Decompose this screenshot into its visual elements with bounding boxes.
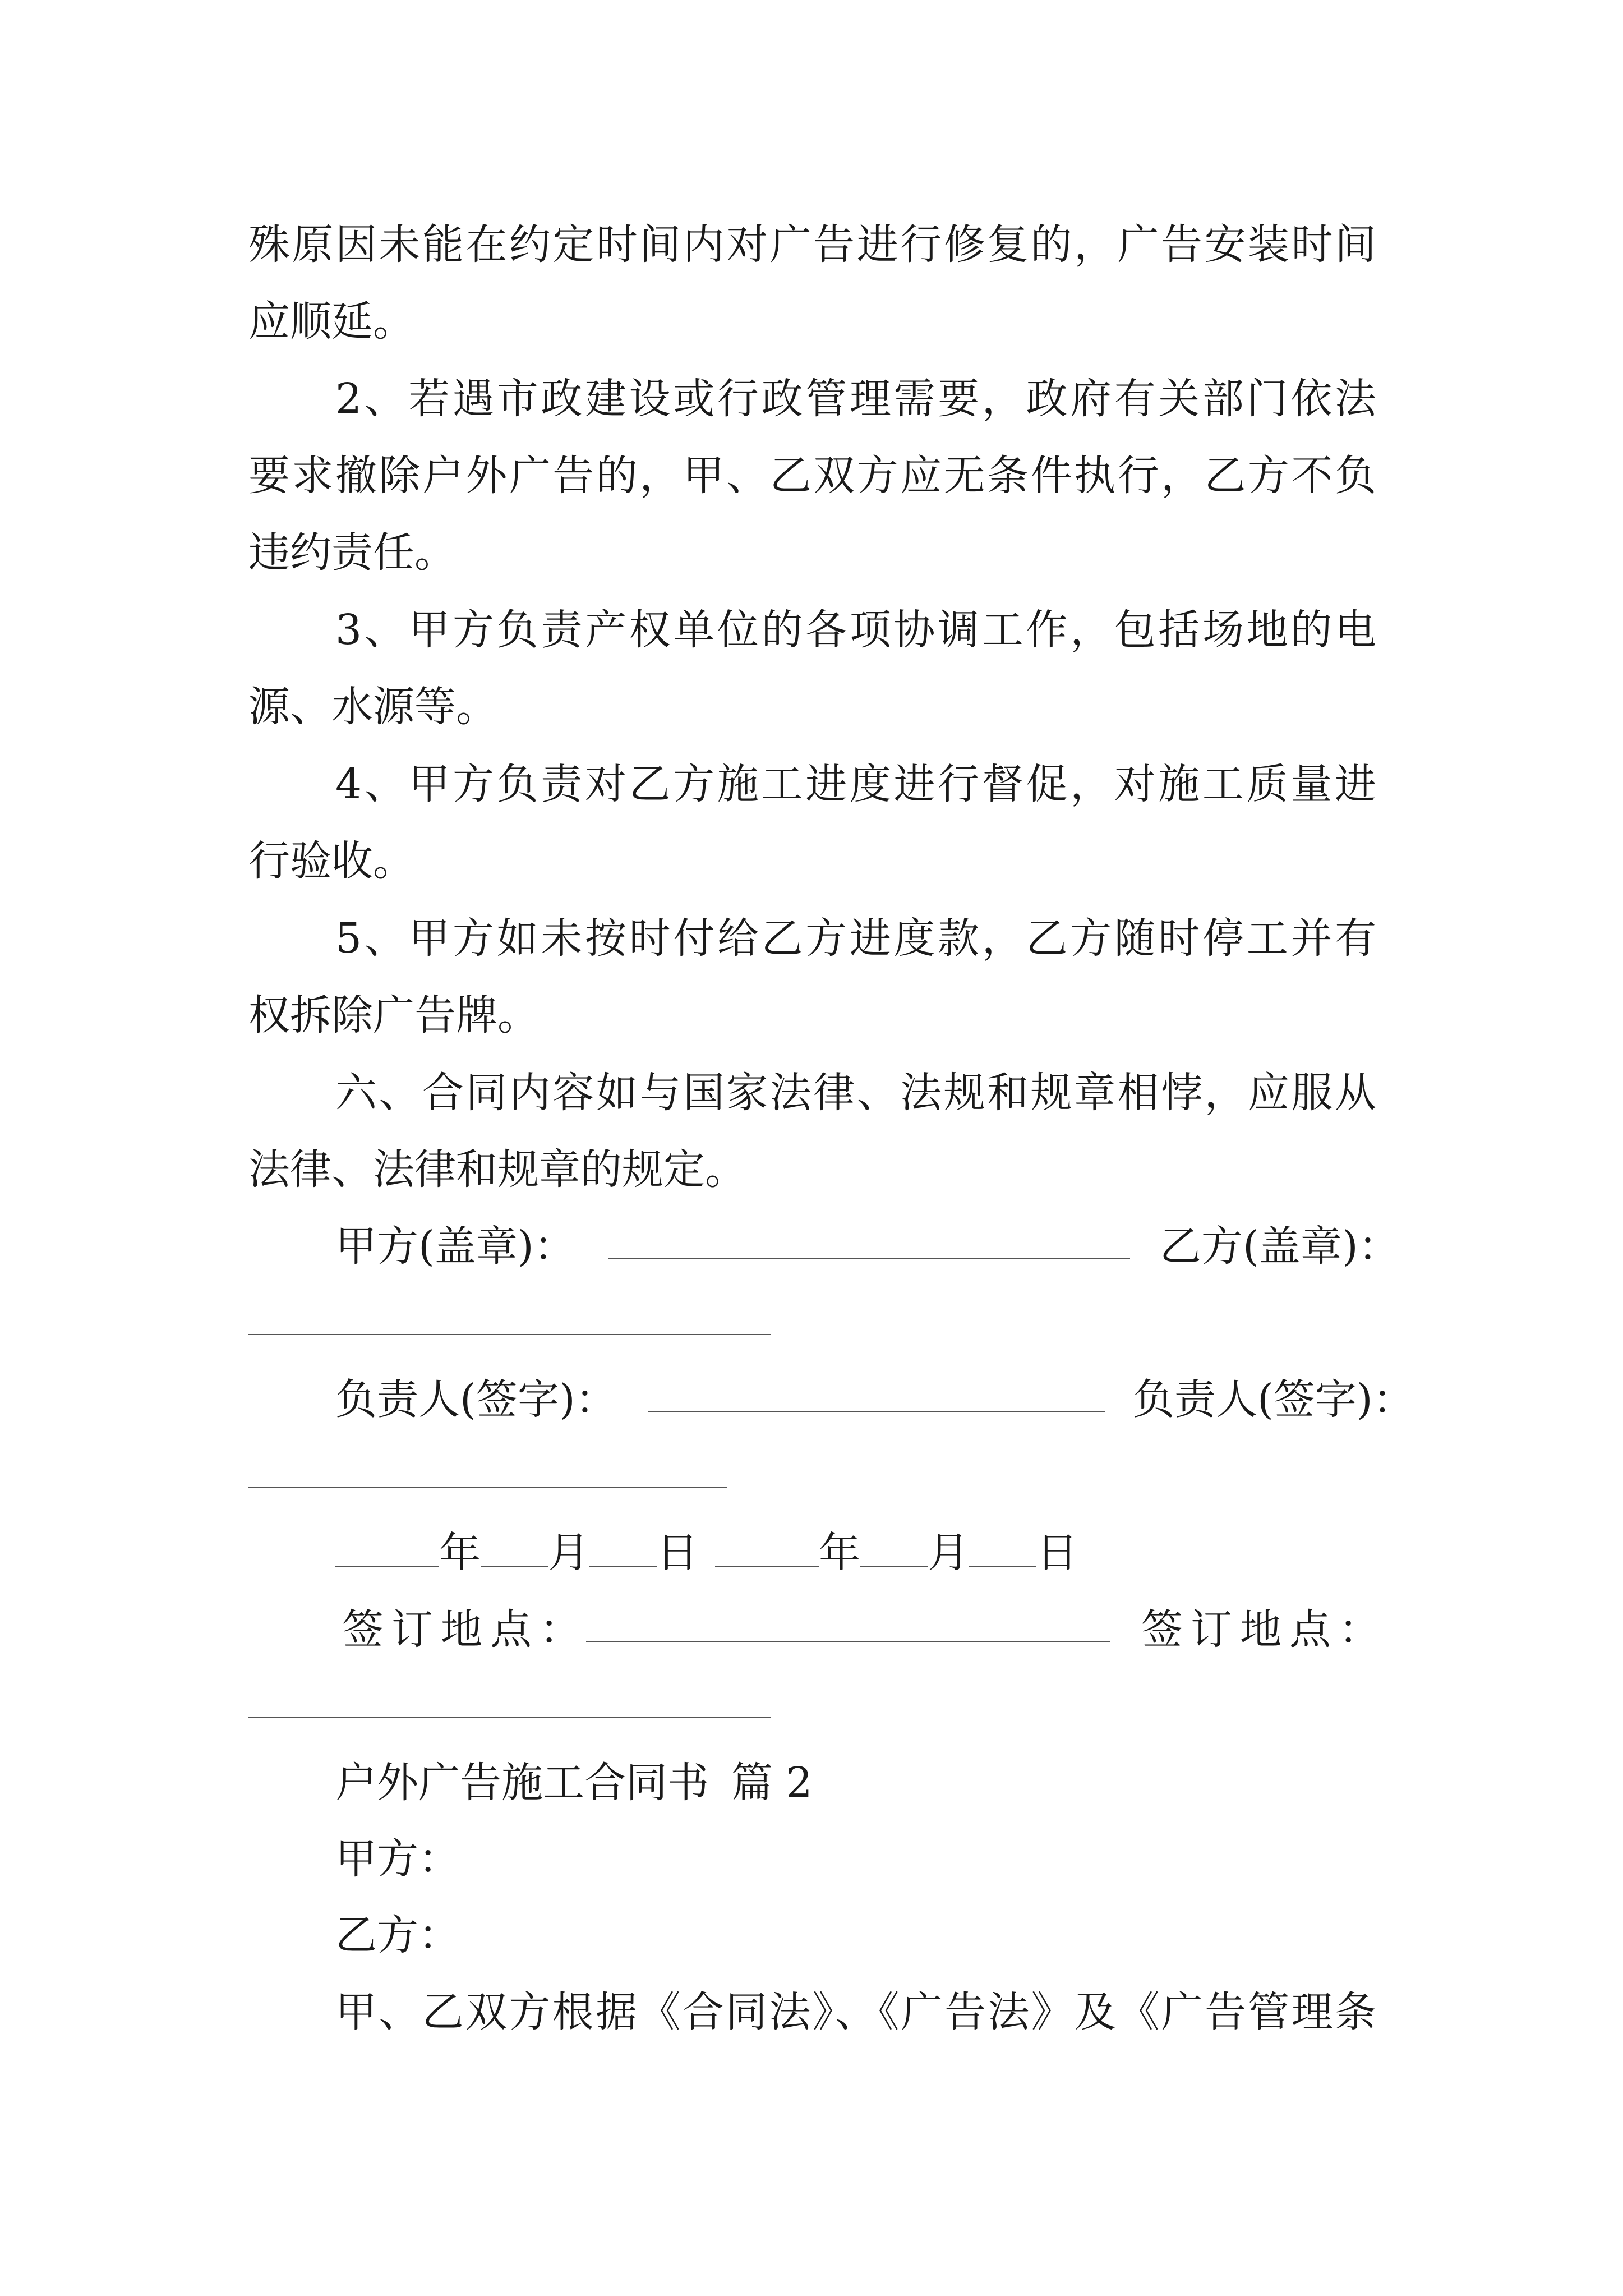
- paragraph-line: 行验收。: [248, 837, 414, 885]
- section-title: [335, 1755, 813, 1811]
- rep-a-blank: [648, 1411, 1105, 1412]
- party-a-seal-blank: [608, 1258, 1130, 1259]
- place-a-blank: [586, 1641, 1110, 1642]
- clause-3: 3、甲方负责产权单位的各项协调工作，包括场地的电: [335, 606, 1376, 654]
- clause-2: 2、若遇市政建设或行政管理需要，政府有关部门依法: [335, 375, 1376, 423]
- contract-title: 户外广告施工合同书: [335, 1759, 709, 1807]
- month-label: 月: [928, 1529, 969, 1577]
- day-blank-a: [589, 1566, 657, 1567]
- paragraph-line: 违约责任。: [248, 528, 456, 577]
- clause-4: 4、甲方负责对乙方施工进度进行督促，对施工质量进: [335, 760, 1376, 808]
- party-b-field: 乙方：: [335, 1911, 460, 1959]
- rep-a-label: 负责人(签字)：: [335, 1375, 617, 1424]
- party-a-seal-label: 甲方(盖章)：: [335, 1222, 575, 1271]
- year-blank-b: [715, 1566, 819, 1567]
- year-blank-a: [335, 1566, 439, 1567]
- month-label: 月: [548, 1529, 589, 1577]
- place-a-label: 签订地点：: [342, 1605, 589, 1654]
- paragraph-line: 要求撤除户外广告的，甲、乙双方应无条件执行，乙方不负: [248, 452, 1376, 500]
- year-label: 年: [439, 1529, 481, 1577]
- clause-5: 5、甲方如未按时付给乙方进度款，乙方随时停工并有: [335, 914, 1376, 963]
- paragraph-line: 应顺延。: [248, 297, 414, 346]
- paragraph-line: 源、水源等。: [248, 683, 497, 731]
- intro-paragraph: 甲、乙双方根据《合同法》、《广告法》及《广告管理条: [335, 1988, 1376, 2036]
- part-number: 篇 2: [731, 1759, 813, 1807]
- paragraph-line: 权拆除广告牌。: [248, 991, 539, 1039]
- rep-b-blank: [248, 1487, 727, 1488]
- party-b-seal-blank: [248, 1334, 771, 1335]
- party-a-field: 甲方：: [335, 1835, 460, 1883]
- month-blank-b: [860, 1566, 928, 1567]
- day-label: 日: [657, 1529, 698, 1577]
- clause-6: 六、合同内容如与国家法律、法规和规章相悖，应服从: [335, 1069, 1376, 1117]
- day-blank-b: [969, 1566, 1036, 1567]
- place-b-blank: [248, 1717, 771, 1718]
- paragraph-line: 殊原因未能在约定时间内对广告进行修复的，广告安装时间: [248, 220, 1376, 269]
- party-b-seal-label: 乙方(盖章)：: [1160, 1222, 1400, 1271]
- place-b-label: 签订地点：: [1141, 1605, 1388, 1654]
- month-blank-a: [481, 1566, 548, 1567]
- paragraph-line: 法律、法律和规章的规定。: [248, 1145, 746, 1194]
- rep-b-label: 负责人(签字)：: [1133, 1375, 1414, 1424]
- year-label: 年: [819, 1529, 860, 1577]
- date-line: [335, 1525, 1078, 1581]
- day-label: 日: [1036, 1529, 1078, 1577]
